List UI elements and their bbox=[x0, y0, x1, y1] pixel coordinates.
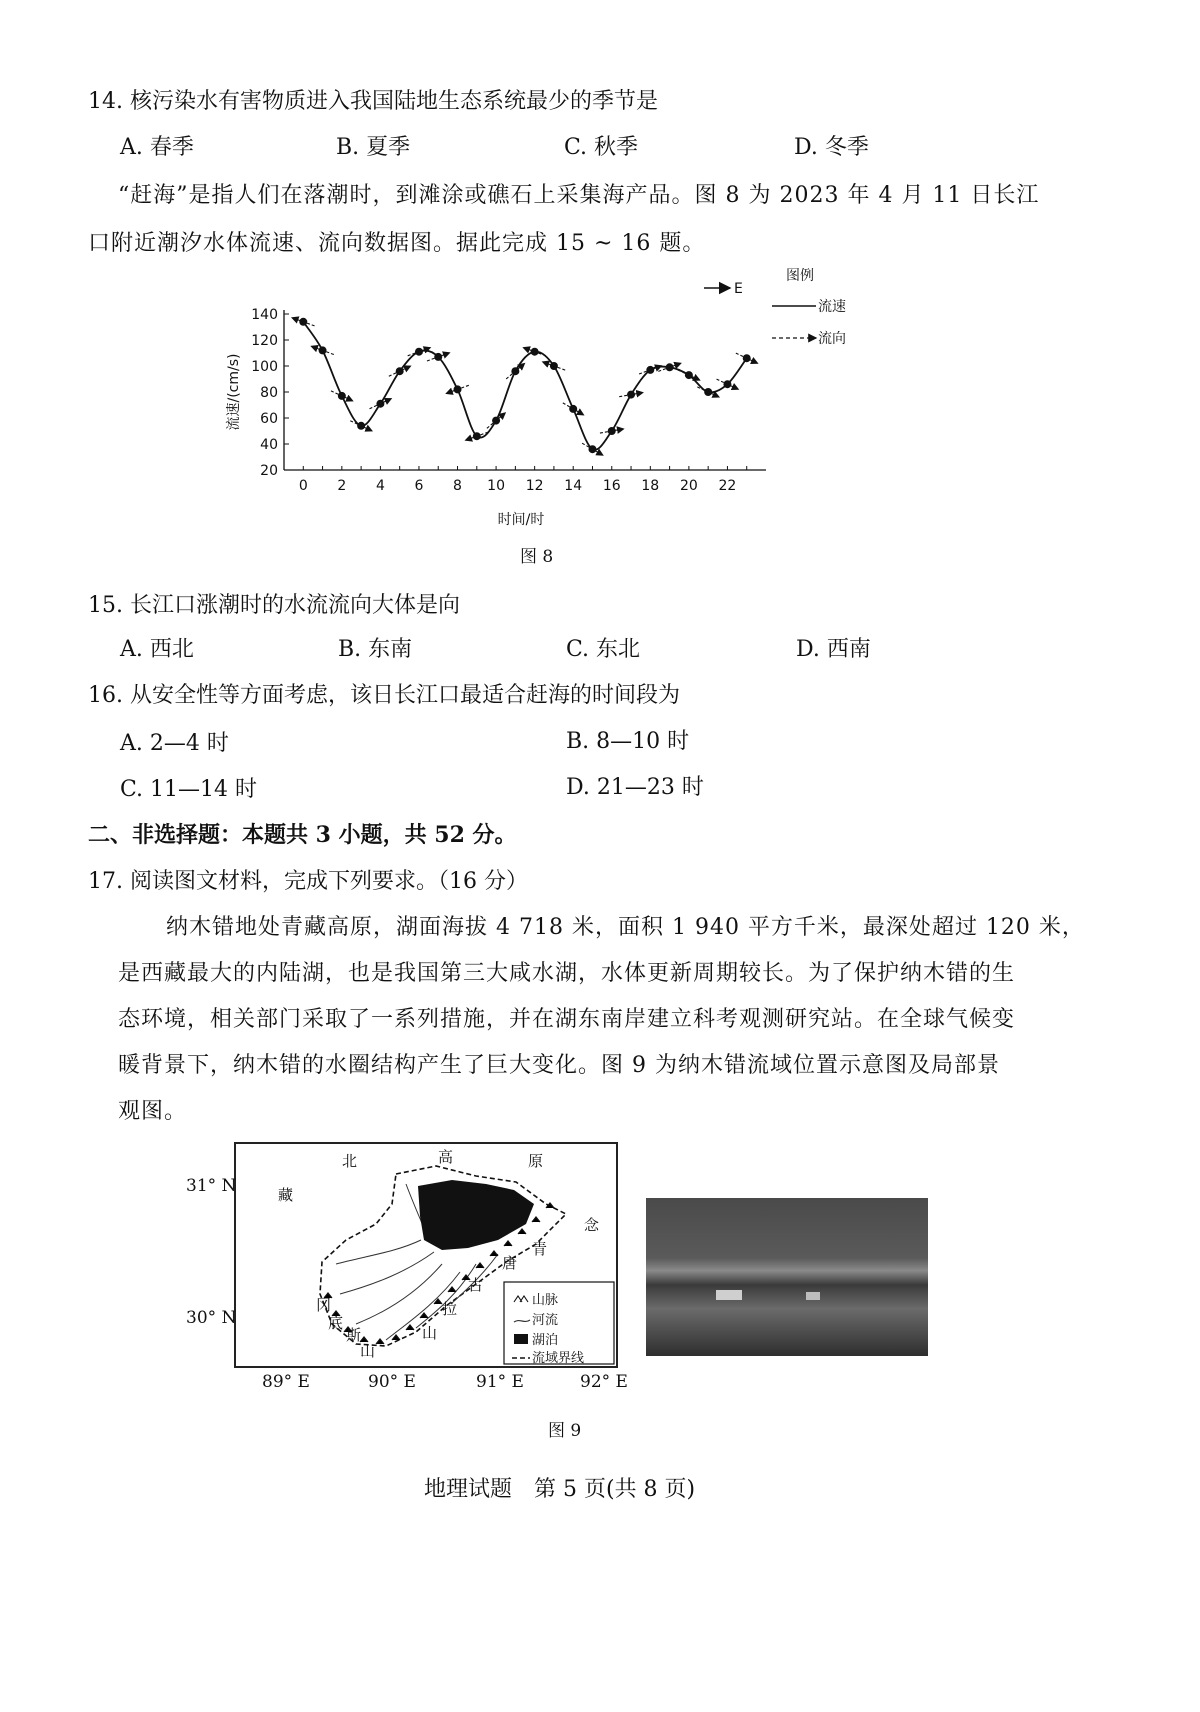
label-zang: 藏 bbox=[278, 1186, 294, 1204]
map-drawing bbox=[236, 1144, 616, 1366]
legend-lake-icon bbox=[514, 1334, 528, 1344]
x-tick-label: 0 bbox=[298, 478, 308, 494]
x-axis-label: 时间/时 bbox=[497, 512, 545, 528]
label-bei: 北 bbox=[342, 1152, 358, 1170]
q16-option-c: C. 11—14 时 bbox=[120, 777, 258, 802]
speed-point bbox=[415, 348, 423, 356]
q17-stem: 17. 阅读图文材料，完成下列要求。（16 分） bbox=[88, 869, 528, 894]
x-tick-label: 12 bbox=[525, 478, 544, 494]
label-la: 拉 bbox=[442, 1300, 458, 1318]
speed-point bbox=[704, 388, 712, 396]
x-tick-label: 8 bbox=[453, 478, 462, 494]
q15-stem: 15. 长江口涨潮时的水流流向大体是向 bbox=[88, 593, 460, 618]
x-tick-label: 18 bbox=[641, 478, 660, 494]
label-qing: 青 bbox=[532, 1240, 548, 1258]
speed-point bbox=[299, 318, 307, 326]
speed-point bbox=[473, 432, 481, 440]
q14-stem: 14. 核污染水有害物质进入我国陆地生态系统最少的季节是 bbox=[88, 89, 658, 114]
speed-point bbox=[588, 445, 596, 453]
q15-option-a: A. 西北 bbox=[120, 637, 194, 662]
map-frame bbox=[234, 1142, 618, 1368]
speed-point bbox=[608, 427, 616, 435]
q16-option-b: B. 8—10 时 bbox=[566, 729, 690, 754]
speed-point bbox=[376, 400, 384, 408]
x-tick-label: 2 bbox=[337, 478, 347, 494]
legend-lake-label: 湖泊 bbox=[532, 1333, 559, 1348]
figure9-caption: 图 9 bbox=[548, 1421, 582, 1441]
speed-point bbox=[454, 385, 462, 393]
photo-building bbox=[806, 1292, 820, 1300]
speed-point bbox=[434, 353, 442, 361]
x-tick-label: 14 bbox=[564, 478, 583, 494]
q15-option-b: B. 东南 bbox=[338, 637, 413, 662]
speed-point bbox=[666, 363, 674, 371]
y-tick-label: 80 bbox=[260, 385, 278, 401]
intro-15-16-line2: 口附近潮汐水体流速、流向数据图。据此完成 15 ~ 16 题。 bbox=[88, 231, 706, 256]
q14-option-c: C. 秋季 bbox=[564, 135, 639, 160]
y-axis-label: 流速/(cm/s) bbox=[226, 353, 242, 431]
lon-label-89: 89° E bbox=[262, 1372, 310, 1392]
lon-label-91: 91° E bbox=[476, 1372, 524, 1392]
q14-option-a: A. 春季 bbox=[120, 135, 194, 160]
y-tick-label: 120 bbox=[251, 333, 278, 349]
legend-boundary-label: 流域界线 bbox=[532, 1351, 585, 1366]
speed-point bbox=[550, 362, 558, 370]
legend-speed-label: 流速 bbox=[818, 299, 846, 315]
q17-line3: 态环境，相关部门采取了一系列措施，并在湖东南岸建立科考观测研究站。在全球气候变 bbox=[118, 1007, 1016, 1032]
y-tick-label: 140 bbox=[251, 307, 278, 323]
x-tick-label: 22 bbox=[718, 478, 737, 494]
label-yuan: 原 bbox=[528, 1152, 544, 1170]
lon-label-90: 90° E bbox=[368, 1372, 416, 1392]
speed-point bbox=[531, 348, 539, 356]
figure8-caption: 图 8 bbox=[520, 547, 554, 567]
photo-building bbox=[716, 1290, 742, 1300]
speed-point bbox=[723, 380, 731, 388]
legend-river-label: 河流 bbox=[532, 1313, 559, 1328]
speed-point bbox=[743, 354, 751, 362]
label-gang: 冈 bbox=[316, 1296, 332, 1314]
y-tick-label: 100 bbox=[251, 359, 278, 375]
q16-stem: 16. 从安全性等方面考虑，该日长江口最适合赶海的时间段为 bbox=[88, 683, 680, 708]
speed-point bbox=[627, 391, 635, 399]
speed-point bbox=[569, 405, 577, 413]
q17-line4: 暖背景下，纳木错的水圈结构产生了巨大变化。图 9 为纳木错流域位置示意图及局部景 bbox=[118, 1053, 1000, 1078]
page-footer: 地理试题 第 5 页(共 8 页) bbox=[424, 1477, 696, 1502]
lat-label-30: 30° N bbox=[186, 1308, 237, 1328]
section2-heading: 二、非选择题：本题共 3 小题，共 52 分。 bbox=[88, 822, 517, 848]
label-gu: 古 bbox=[468, 1276, 484, 1294]
figure8-chart bbox=[220, 258, 880, 528]
q16-option-d: D. 21—23 时 bbox=[566, 775, 704, 800]
x-tick-label: 6 bbox=[414, 478, 424, 494]
label-shan-right: 山 bbox=[422, 1324, 438, 1342]
speed-point bbox=[319, 346, 327, 354]
lon-label-92: 92° E bbox=[580, 1372, 628, 1392]
label-di: 底 bbox=[328, 1314, 344, 1332]
speed-point bbox=[492, 417, 500, 425]
x-tick-label: 10 bbox=[487, 478, 505, 494]
label-shan-left: 山 bbox=[360, 1342, 376, 1360]
legend-mountain-label: 山脉 bbox=[532, 1293, 559, 1308]
label-tang: 唐 bbox=[502, 1254, 518, 1272]
speed-point bbox=[646, 366, 654, 374]
q15-option-d: D. 西南 bbox=[796, 637, 871, 662]
speed-point bbox=[685, 371, 693, 379]
q17-line2: 是西藏最大的内陆湖，也是我国第三大咸水湖，水体更新周期较长。为了保护纳木错的生 bbox=[118, 961, 1016, 986]
figure9-map bbox=[180, 1136, 640, 1396]
label-gao: 高 bbox=[438, 1148, 454, 1166]
east-label: E bbox=[734, 281, 743, 297]
figure9-landscape-photo bbox=[646, 1198, 928, 1356]
label-si: 斯 bbox=[346, 1326, 362, 1344]
intro-15-16-line1: “赶海”是指人们在落潮时，到滩涂或礁石上采集海产品。图 8 为 2023 年 4 月 11 日长江 bbox=[118, 183, 1040, 208]
q14-option-b: B. 夏季 bbox=[336, 135, 411, 160]
legend-direction-label: 流向 bbox=[818, 331, 846, 347]
x-tick-label: 20 bbox=[679, 478, 698, 494]
y-tick-label: 60 bbox=[260, 411, 278, 427]
y-tick-label: 20 bbox=[260, 463, 278, 479]
q14-option-d: D. 冬季 bbox=[794, 135, 869, 160]
x-tick-label: 4 bbox=[375, 478, 385, 494]
x-tick-label: 16 bbox=[602, 478, 621, 494]
speed-point bbox=[396, 367, 404, 375]
speed-curve bbox=[303, 322, 746, 450]
q17-line5: 观图。 bbox=[118, 1099, 188, 1124]
speed-point bbox=[357, 422, 365, 430]
q16-option-a: A. 2—4 时 bbox=[120, 731, 229, 756]
q15-option-c: C. 东北 bbox=[566, 637, 641, 662]
speed-point bbox=[511, 367, 519, 375]
speed-point bbox=[338, 392, 346, 400]
y-tick-label: 40 bbox=[260, 437, 278, 453]
lat-label-31: 31° N bbox=[186, 1176, 237, 1196]
legend-title: 图例 bbox=[786, 268, 814, 284]
q17-line1: 纳木错地处青藏高原，湖面海拔 4 718 米，面积 1 940 平方千米，最深处超过 120 米， bbox=[166, 915, 1085, 940]
label-nian: 念 bbox=[584, 1216, 600, 1234]
